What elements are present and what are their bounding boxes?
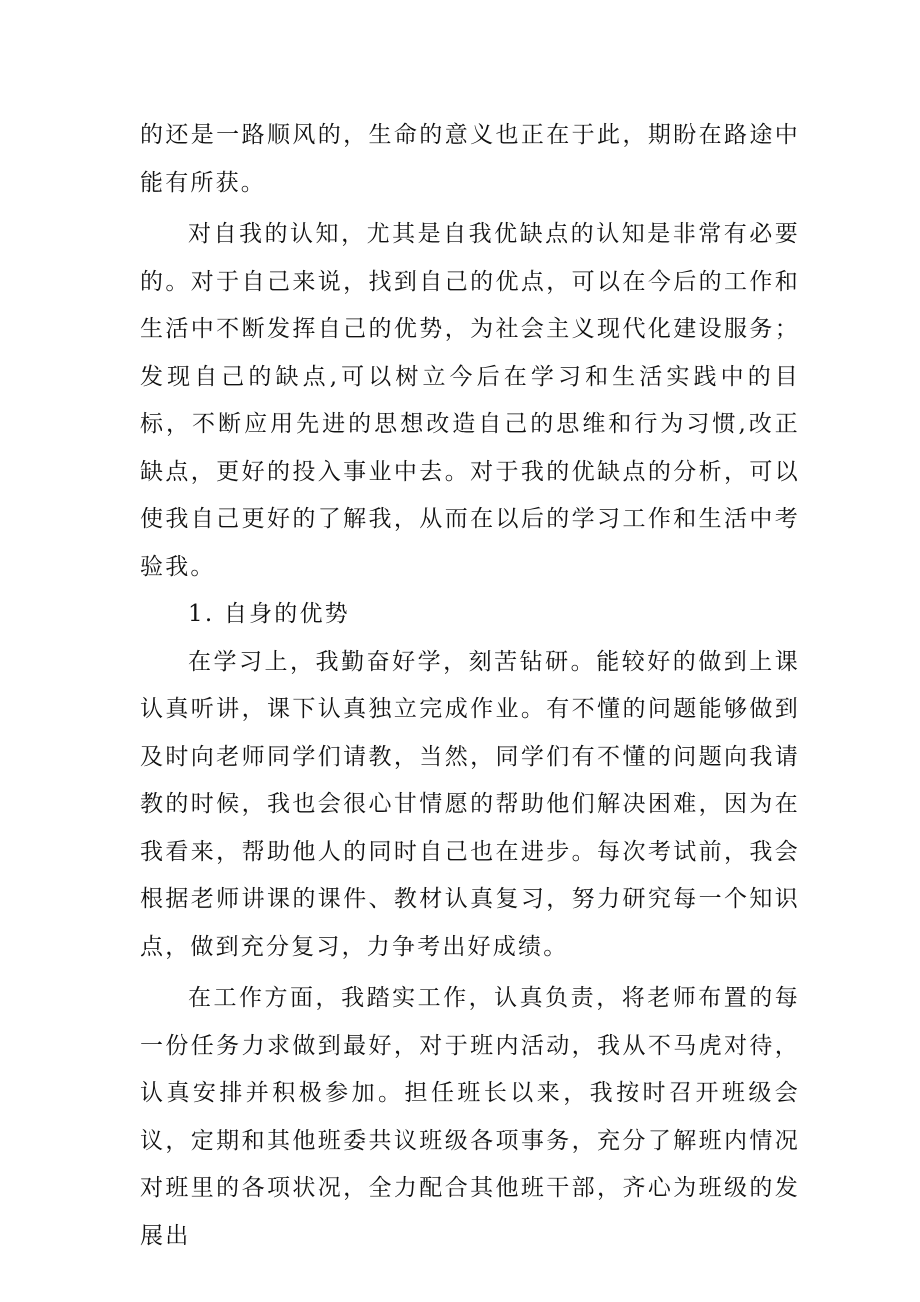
paragraph-study: 在学习上，我勤奋好学，刻苦钻研。能较好的做到上课认真听讲，课下认真独立完成作业。有不懂的问题能够做到及时向老师同学们请教，当然，同学们有不懂的问题向我请教的时候，我也会很心甘情愿的帮助他们解决困难，因为在我看来，帮助他人的同时自己也在进步。每次考试前，我会根据老师讲课的课件、教材认真复习，努力研究每一个知识点，做到充分复习，力争考出好成绩。 xyxy=(140,648,800,960)
paragraph-self-awareness: 对自我的认知，尤其是自我优缺点的认知是非常有必要的。对于自己来说，找到自己的优点，可以在今后的工作和生活中不断发挥自己的优势，为社会主义现代化建设服务；发现自己的缺点,可以树立今后在学习和生活实践中的目标，不断应用先进的思想改造自己的思维和行为习惯,改正缺点，更好的投入事业中去。对于我的优缺点的分析，可以使我自己更好的了解我，从而在以后的学习工作和生活中考验我。 xyxy=(140,221,800,580)
section-heading-strengths: 1. 自身的优势 xyxy=(188,601,350,627)
paragraph-work: 在工作方面，我踏实工作，认真负责，将老师布置的每一份任务力求做到最好，对于班内活动，我从不马虎对待，认真安排并积极参加。担任班长以来，我按时召开班级会议，定期和其他班委共议班级各项事务，充分了解班内情况对班里的各项状况，全力配合其他班干部，齐心为班级的发展出 xyxy=(140,985,800,1249)
document-page xyxy=(140,112,800,1260)
paragraph-continuation: 的还是一路顺风的，生命的意义也正在于此，期盼在路途中能有所获。 xyxy=(140,122,800,196)
